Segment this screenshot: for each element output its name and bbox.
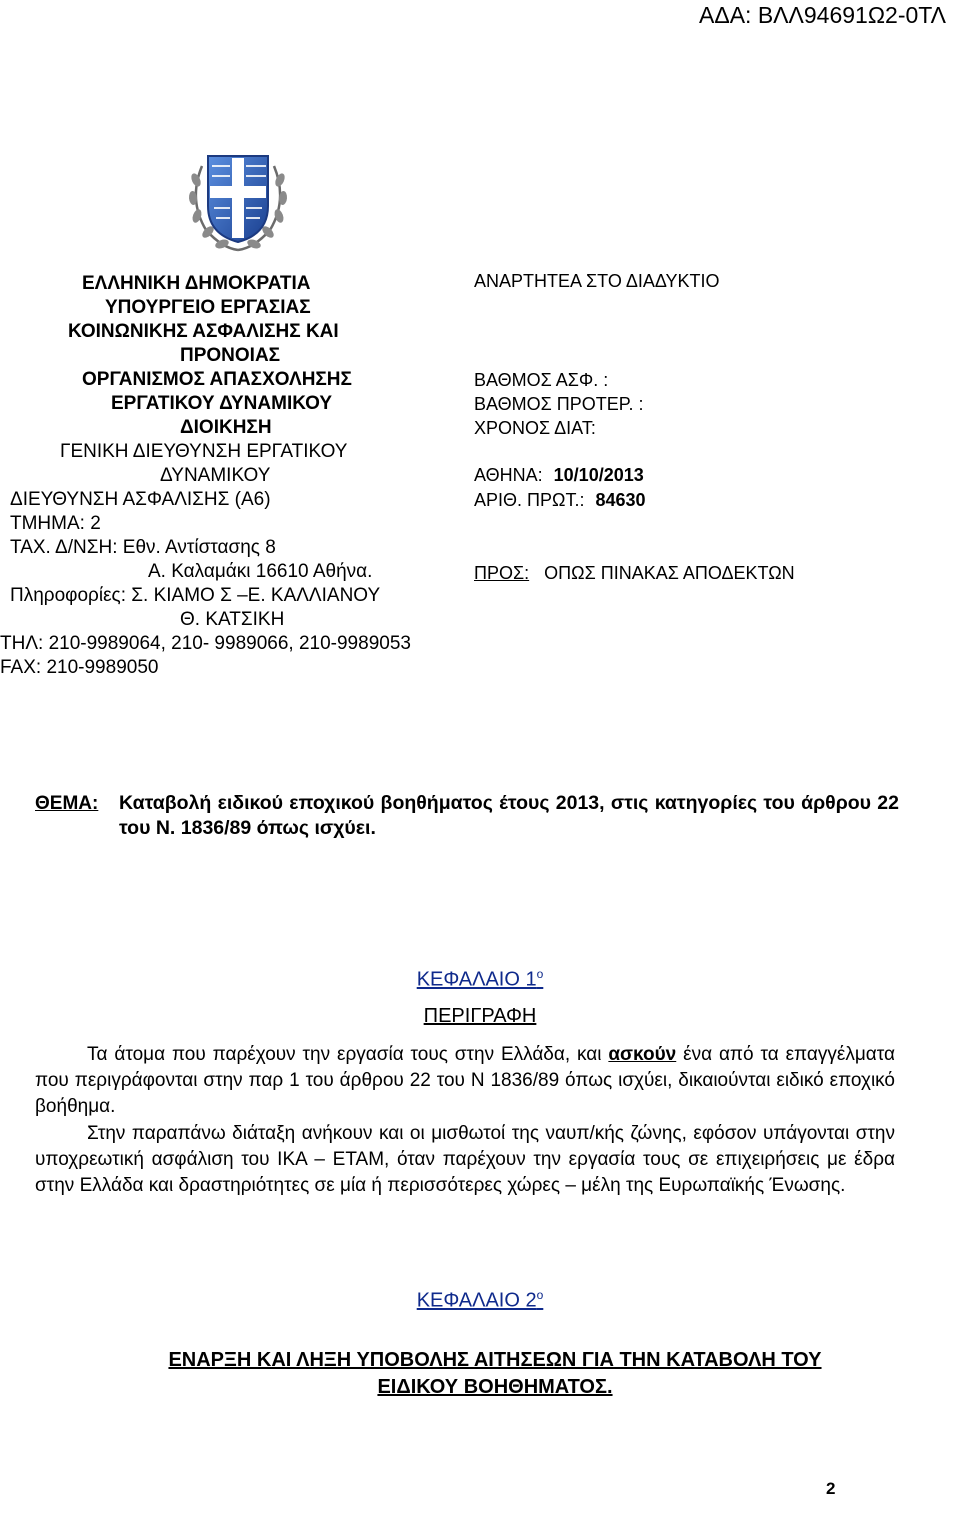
chapter-2-title-line-1: ΕΝΑΡΞΗ ΚΑΙ ΛΗΞΗ ΥΠΟΒΟΛΗΣ ΑΙΤΗΣΕΩΝ ΓΙΑ ΤΗΝ ΚΑΤΑΒΟΛΗ ΤΟΥ — [168, 1349, 822, 1371]
ada-code: ΑΔΑ: ΒΛΛ94691Ω2-0ΤΛ — [699, 2, 946, 28]
protocol-label: ΑΡΙΘ. ΠΡΩΤ.: — [474, 490, 585, 510]
chapter-1-heading-text: ΚΕΦΑΛΑΙΟ 1 — [416, 968, 537, 991]
recipients-value: ΟΠΩΣ ΠΙΝΑΚΑΣ ΑΠΟΔΕΚΤΩΝ — [544, 563, 795, 583]
greek-coat-of-arms-icon — [186, 146, 290, 254]
post-online-label: ΑΝΑΡΤΗΤΕΑ ΣΤΟ ΔΙΑΔΥΚΤΙΟ — [474, 271, 720, 291]
chapter-2-title-line-2: ΕΙΔΙΚΟΥ ΒΟΗΘΗΜΑΤΟΣ. — [377, 1376, 613, 1398]
chapter-1-paragraph-2 — [35, 1121, 895, 1200]
recipients-row — [474, 563, 795, 584]
chapter-1-subheading: ΠΕΡΙΓΡΑΦΗ — [423, 1005, 537, 1027]
date-label: ΑΘΗΝΑ: — [474, 465, 543, 485]
paragraph-1-text-end: ένα από τα επαγγέλματα που περιγράφονται στην παρ 1 του άρθρου 22 του Ν 1836/89 όπως ισχύει, δικαιούνται ειδικό εποχικό βοήθημα. — [35, 1044, 895, 1118]
chapter-1-heading — [0, 967, 960, 992]
header-line-republic: ΕΛΛΗΝΙΚΗ ΔΗΜΟΚΡΑΤΙΑ — [82, 273, 311, 294]
header-line-phone: ΤΗΛ: 210-9989064, 210- 9989066, 210-9989053 — [0, 633, 411, 654]
paragraph-2-text: Στην παραπάνω διάταξη ανήκουν και οι μισθωτοί της ναυπ/κής ζώνης, εφόσον υπάγονται στην υποχρεωτική ασφάλιση του ΙΚΑ – ΕΤΑΜ, όταν παρέχουν την εργασία τους σε επιχειρήσεις με έδρα στην Ελλάδα και δραστηριότητες σε μία ή περισσότερες χώρες – μέλη της Ευρωπαϊκής Ένωσης. — [35, 1123, 895, 1197]
chapter-2-heading-text: ΚΕΦΑΛΑΙΟ 2 — [416, 1289, 537, 1312]
header-line-address: ΤΑΧ. Δ/ΝΣΗ: Εθν. Αντίστασης 8 — [10, 537, 276, 558]
paragraph-1-emphasis: ασκούν — [608, 1044, 677, 1065]
header-line-organization: ΟΡΓΑΝΙΣΜΟΣ ΑΠΑΣΧΟΛΗΣΗΣ — [82, 369, 352, 390]
subject-text: Καταβολή ειδικού εποχικού βοηθήματος έτους 2013, στις κατηγορίες του άρθρου 22 του Ν. 1836/89 όπως ισχύει. — [119, 792, 899, 839]
header-line-information: Πληροφορίες: Σ. ΚΙΑΜΟ Σ –Ε. ΚΑΛΛΙΑΝΟΥ — [10, 585, 381, 606]
chapter-2-heading — [0, 1288, 960, 1313]
protocol-value: 84630 — [595, 490, 646, 510]
page-number: 2 — [826, 1479, 836, 1498]
header-line-fax: FAX: 210-9989050 — [0, 657, 159, 678]
date-row — [474, 465, 644, 486]
header-line-city: Α. Καλαμάκι 16610 Αθήνα. — [148, 561, 373, 582]
header-line-general-directorate-2: ΔΥΝΑΜΙΚΟΥ — [160, 465, 271, 486]
header-line-ministry-3: ΠΡΟΝΟΙΑΣ — [180, 345, 281, 366]
header-line-organization-2: ΕΡΓΑΤΙΚΟΥ ΔΥΝΑΜΙΚΟΥ — [111, 393, 332, 414]
subject-label: ΘΕΜΑ: — [35, 793, 99, 814]
header-line-ministry: ΥΠΟΥΡΓΕΙΟ ΕΡΓΑΣΙΑΣ — [105, 297, 311, 318]
retention-label: ΧΡΟΝΟΣ ΔΙΑΤ: — [474, 418, 596, 438]
header-line-department: ΤΜΗΜΑ: 2 — [10, 513, 101, 534]
paragraph-1-text-start: Τα άτομα που παρέχουν την εργασία τους στην Ελλάδα, και — [87, 1044, 609, 1065]
header-line-ministry-2: ΚΟΙΝΩΝΙΚΗΣ ΑΣΦΑΛΙΣΗΣ ΚΑΙ — [68, 321, 339, 342]
date-value: 10/10/2013 — [553, 465, 644, 485]
chapter-1-paragraph-1 — [35, 1042, 895, 1121]
security-level-label: ΒΑΘΜΟΣ ΑΣΦ. : — [474, 370, 609, 390]
chapter-2-heading-sup: ο — [536, 1288, 544, 1302]
recipients-label: ΠΡΟΣ: — [474, 563, 530, 583]
priority-level-label: ΒΑΘΜΟΣ ΠΡΟΤΕΡ. : — [474, 394, 644, 414]
header-line-information-2: Θ. ΚΑΤΣΙΚΗ — [180, 609, 285, 630]
header-line-administration: ΔΙΟΙΚΗΣΗ — [180, 417, 272, 438]
protocol-row — [474, 490, 646, 511]
header-line-directorate: ΔΙΕΥΘΥΝΣΗ ΑΣΦΑΛΙΣΗΣ (Α6) — [10, 489, 271, 510]
header-line-general-directorate: ΓΕΝΙΚΗ ΔΙΕΥΘΥΝΣΗ ΕΡΓΑΤΙΚΟΥ — [60, 441, 348, 462]
chapter-1-heading-sup: ο — [536, 967, 544, 981]
